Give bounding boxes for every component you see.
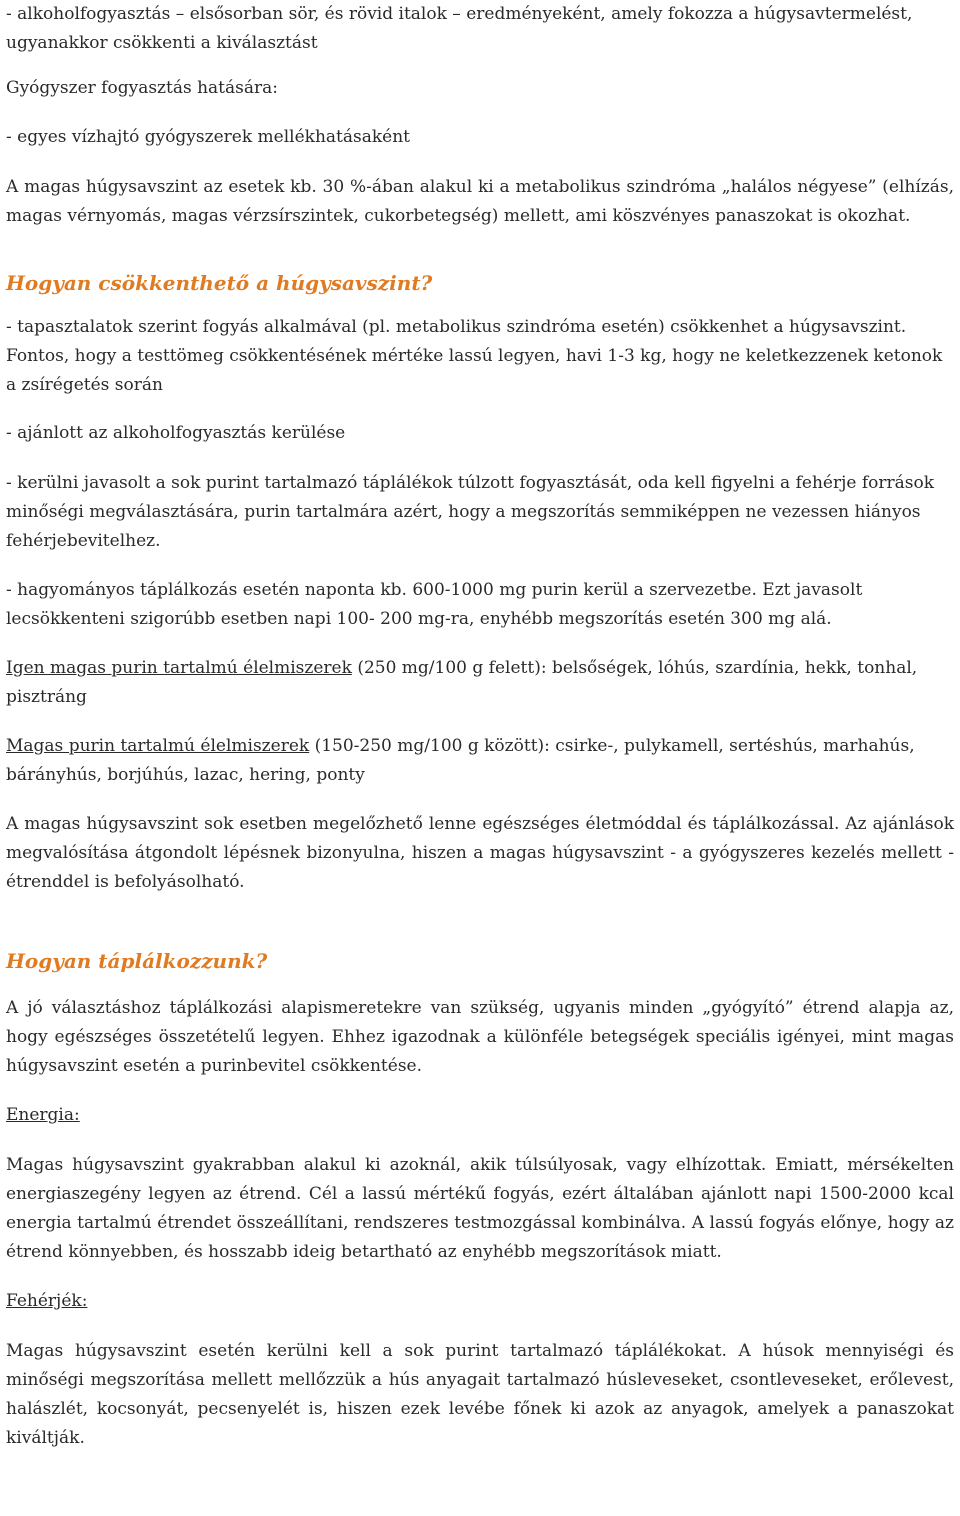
- heading-how-to-eat: Hogyan táplálkozzunk?: [6, 949, 268, 973]
- paragraph-energy: Magas húgysavszint gyakrabban alakul ki azoknál, akik túlsúlyosak, vagy elhízottak. Emiatt, mérsékelten energiaszegény legyen az étrend. Cél a lassú mértékű fogyás, ezért általában ajánlott napi 1500-2000 kcal energia tartalmú étrendet összeállítani, rendszeres testmozgással kombinálva. A lassú fogyás előnye, hogy az étrend könnyebben, és hosszabb ideig betartható az enyhébb megszorítások miatt.: [6, 1155, 954, 1262]
- paragraph-high-purine: [6, 732, 954, 790]
- paragraph-medication-heading: Gyógyszer fogyasztás hatására:: [6, 78, 278, 98]
- paragraph-metabolic-syndrome: A magas húgysavszint az esetek kb. 30 %-ában alakul ki a metabolikus szindróma „halálos négyese” (elhízás, magas vérnyomás, magas vérzsírszintek, cukorbetegség) mellett, ami köszvényes panaszokat is okozhat.: [6, 177, 954, 226]
- paragraph-avoid-purine: - kerülni javasolt a sok purint tartalmazó táplálékok túlzott fogyasztását, oda kell figyelni a fehérje források minőségi megválasztására, purin tartalmára azért, hogy a megszorítás semmiképpen ne vezessen hiányos fehérjebevitelhez.: [6, 473, 934, 551]
- paragraph-proteins: Magas húgysavszint esetén kerülni kell a sok purint tartalmazó táplálékokat. A húsok mennyiségi és minőségi megszorítása mellett mellőzzük a hús anyagait tartalmazó húsleveseket, csontleveseket, erőlevest, halászlét, kocsonyát, pecsenyelét is, hiszen ezek levébe főnek ki azok az anyagok, amelyek a panaszokat kiváltják.: [6, 1341, 954, 1448]
- paragraph-weight-loss: [6, 313, 954, 400]
- high-purine-text: (150-250 mg/100 g között): csirke-, pulykamell, sertéshús, marhahús, bárányhús, borjúhús, lazac, hering, ponty: [6, 736, 915, 785]
- paragraph-diuretics: - egyes vízhajtó gyógyszerek mellékhatásaként: [6, 127, 411, 147]
- very-high-purine-label: Igen magas purin tartalmú élelmiszerek: [6, 658, 352, 678]
- paragraph-prevention: A magas húgysavszint sok esetben megelőzhető lenne egészséges életmóddal és táplálkozással. Az ajánlások megvalósítása átgondolt lépésnek bizonyulna, hiszen a magas húgysavszint - a gyógyszeres kezelés mellett - étrenddel is befolyásolható.: [6, 814, 954, 892]
- subheading-energy: Energia:: [6, 1105, 80, 1125]
- paragraph-very-high-purine: [6, 654, 954, 712]
- paragraph-daily-purine: - hagyományos táplálkozás esetén naponta kb. 600-1000 mg purin kerül a szervezetbe. Ezt javasolt lecsökkenteni szigorúbb esetben napi 100- 200 mg-ra, enyhébb megszorítás esetén 300 mg alá.: [6, 580, 863, 629]
- weight-loss-rest: Fontos, hogy a testtömeg csökkentésének mértéke lassú legyen, havi 1-3 kg, hogy ne keletkezzenek ketonok a zsírégetés során: [6, 346, 943, 395]
- paragraph-avoid-alcohol: - ajánlott az alkoholfogyasztás kerülése: [6, 423, 346, 443]
- very-high-purine-text: (250 mg/100 g felett): belsőségek, lóhús, szardínia, hekk, tonhal, pisztráng: [6, 658, 918, 707]
- subheading-proteins: Fehérjék:: [6, 1291, 88, 1311]
- high-purine-label: Magas purin tartalmú élelmiszerek: [6, 736, 310, 756]
- paragraph-alcohol: - alkoholfogyasztás – elsősorban sör, és rövid italok – eredményeként, amely fokozza a húgysavtermelést, ugyanakkor csökkenti a kiválasztást: [6, 4, 913, 53]
- paragraph-nutrition-basics: A jó választáshoz táplálkozási alapismeretekre van szükség, ugyanis minden „gyógyító” étrend alapja az, hogy egészséges összetételű legyen. Ehhez igazodnak a különféle betegségek speciális igényei, mint magas húgysavszint esetén a purinbevitel csökkentése.: [6, 998, 954, 1076]
- heading-how-to-reduce: Hogyan csökkenthető a húgysavszint?: [6, 271, 433, 295]
- weight-loss-line1: - tapasztalatok szerint fogyás alkalmával (pl. metabolikus szindróma esetén) csökkenhet a húgysavszint.: [6, 317, 907, 337]
